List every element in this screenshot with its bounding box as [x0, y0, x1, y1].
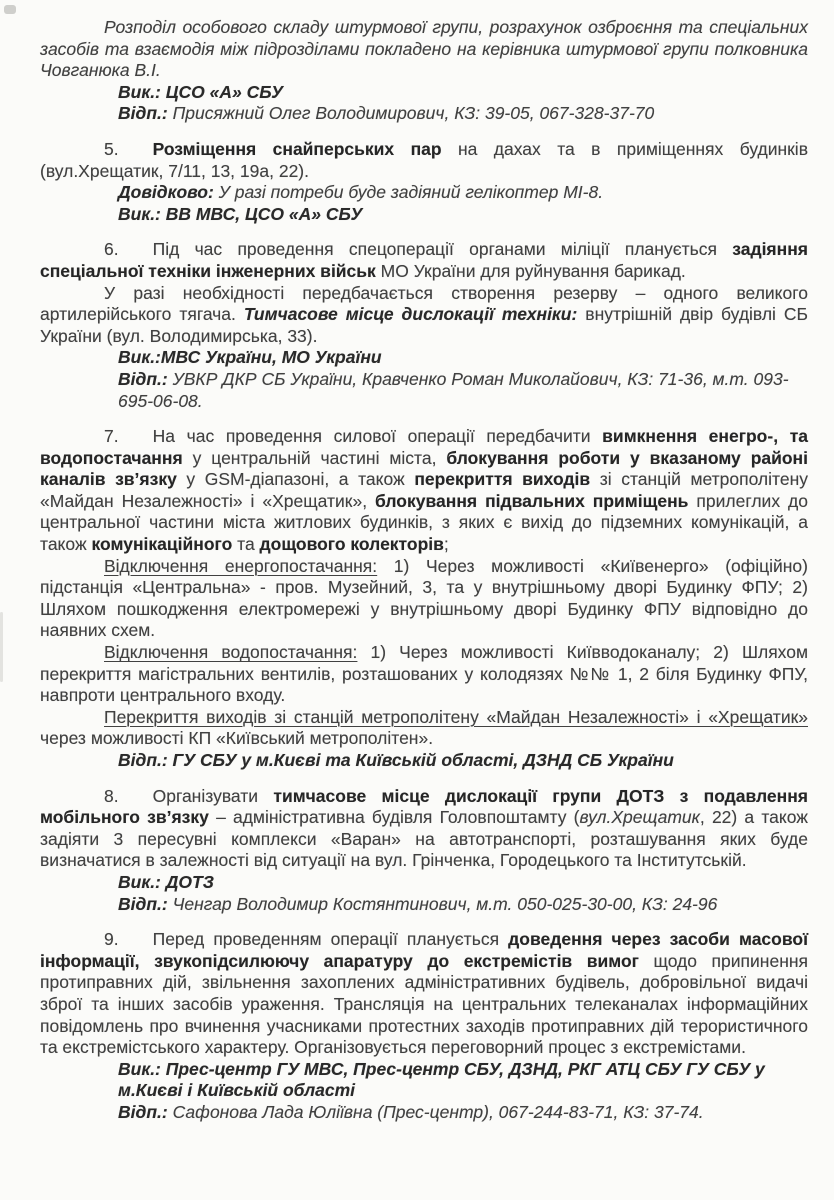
text-segment: дощового колекторів: [259, 534, 444, 555]
text-segment: Присяжний Олег Володимирович, КЗ: 39-05, 067-328-37-70: [167, 103, 655, 124]
text-segment: тимчасове місце дислокації групи ДОТЗ з подавлення мобільного зв’язку: [40, 785, 808, 828]
text-segment: Під час проведення спецоперації органами міліції планується: [152, 239, 733, 260]
text-segment: задіяння спеціальної техніки інженерних військ: [40, 239, 808, 281]
text-segment: Перед проведенням операції планується: [152, 929, 509, 950]
text-segment: у GSM-діапазоні, а також: [176, 469, 415, 490]
text-segment: Перекриття виходів зі станцій метрополітену «Майдан Незалежності» і «Хрещатик»: [104, 706, 808, 727]
paragraph: [40, 426, 808, 556]
section-item-8: [40, 786, 808, 916]
text-segment: Відп.:: [118, 368, 168, 389]
text-segment: у центральній частині міста,: [182, 447, 447, 468]
text-segment: 5.: [104, 138, 119, 159]
text-segment: Сафонова Лада Юліївна (Прес-центр), 067-244-83-71, КЗ: 37-74.: [167, 1101, 704, 1122]
paragraph: [40, 283, 808, 348]
paragraph: [40, 239, 808, 282]
text-segment: На час проведення силової операції передбачити: [152, 426, 603, 447]
text-segment: Організувати: [152, 785, 274, 806]
text-segment: МО України для руйнування барикад.: [375, 260, 686, 281]
text-segment: доведення через засоби масової інформації, звукопідсилюючу апаратуру до екстремістів вимог: [40, 929, 808, 971]
text-segment: 1) Через можливості Київводоканалу; 2) Шляхом перекриття магістральних вентилів, розташованих у колодязях №№ 1, 2 біля Будинку ФПУ, навпроти центрального входу.: [40, 642, 808, 706]
text-segment: Тимчасове місце дислокації техніки:: [243, 304, 578, 325]
text-segment: , 22) а також задіяти 3 пересувні комплекси «Варан» на автотранспорті, розташування яких буде визначатися в залежності від ситуації на вул. Грінченка, Городецького та Інститутській.: [40, 807, 808, 871]
text-segment: Відп.:: [118, 893, 168, 914]
text-segment: Вик.: Прес-центр ГУ МВС, Прес-центр СБУ, ДЗНД, РКГ АТЦ СБУ ГУ СБУ у м.Києві і Київській області: [118, 1058, 765, 1101]
section-item-9: [40, 929, 808, 1123]
resp-line: [40, 103, 808, 125]
resp-line: [40, 894, 808, 916]
text-segment: зі станцій метрополітену «Майдан Незалежності» і «Хрещатик»,: [40, 469, 808, 511]
text-segment: У разі потреби буде задіяний гелікоптер МІ-8.: [213, 182, 604, 203]
text-segment: Розподіл особового складу штурмової групи, розрахунок озброєння та спеціальних засобів та взаємодія між підрозділами покладено на керівника штурмової групи полковника Човганюка В.І.: [40, 17, 808, 81]
text-segment: внутрішній двір будівлі СБ України (вул. Володимирська, 33).: [40, 304, 808, 346]
paragraph: [40, 17, 808, 82]
text-segment: Відп.: ГУ СБУ у м.Києві та Київській області, ДЗНД СБ України: [118, 750, 674, 770]
paragraph: [40, 786, 808, 872]
paragraph: [40, 929, 808, 1059]
text-segment: Ченгар Володимир Костянтинович, м.т. 050-025-30-00, КЗ: 24-96: [167, 893, 718, 914]
text-segment: – адміністративна будівля Головпоштамту (: [208, 807, 580, 828]
text-segment: Вик.: ЦСО «А» СБУ: [118, 81, 284, 102]
text-segment: комунікаційного: [91, 534, 233, 555]
text-segment: 9.: [104, 929, 119, 950]
text-segment: та: [232, 534, 260, 555]
text-segment: щодо припинення протиправних дій, звільнення захоплених адміністративних будівель, добровільної видачі зброї та інших засобів ураження. Трансляція на центральних телеканалах інформаційних повідомлень про вчинення учасниками протестних заходів протиправних дій терористичного та екстремістського характеру. Організовується переговорний процес з екстремістами.: [40, 950, 808, 1058]
text-segment: 8.: [104, 785, 119, 806]
text-segment: ;: [443, 534, 449, 555]
text-segment: блокування підвальних приміщень: [375, 490, 689, 511]
text-segment: прилеглих до центральної частини міста житлових будинків, з яких є вихід до підземних комунікацій, а також: [40, 490, 808, 555]
text-segment: 1) Через можливості «Київенерго» (офіційно) підстанція «Центральна» - пров. Музейний, 3, та у внутрішньому дворі Будинку ФПУ; 2) Шляхом пошкодження електромережі у внутрішньому дворі Будинку ФПУ відповідно до наявних схем.: [40, 555, 808, 641]
exec-line: [40, 347, 808, 369]
text-segment: вул.Хрещатик: [579, 807, 700, 828]
text-segment: УВКР ДКР СБ України, Кравченко Роман Миколайович, КЗ: 71-36, м.т. 093-695-06-08.: [118, 368, 789, 411]
text-segment: Довідково:: [118, 182, 214, 203]
text-segment: Вик.:МВС України, МО України: [118, 347, 382, 368]
exec-line: [40, 872, 808, 894]
resp-line: [40, 369, 808, 412]
scan-artifact-corner: [4, 5, 16, 14]
text-segment: Відп.:: [118, 1101, 168, 1122]
exec-line: [40, 204, 808, 226]
text-segment: Відключення енергопостачання:: [104, 555, 378, 576]
text-segment: перекриття виходів: [414, 469, 591, 490]
section-item-5: [40, 139, 808, 225]
text-segment: Відп.:: [118, 103, 168, 124]
section-item-7: [40, 426, 808, 772]
text-segment: через можливості КП «Київський метрополітен».: [40, 728, 434, 749]
exec-line: [40, 1059, 808, 1102]
text-segment: на дахах та в приміщеннях будинків (вул.Хрещатик, 7/11, 13, 19а, 22).: [40, 138, 808, 181]
note-line: [40, 182, 808, 204]
text-segment: 7.: [104, 426, 119, 447]
exec-line: [40, 82, 808, 104]
scan-artifact-edge: [0, 612, 3, 682]
paragraph: [40, 707, 808, 750]
resp-line: [40, 750, 808, 772]
text-segment: У разі необхідності передбачається створення резерву – одного великого артилерійського тягача.: [40, 282, 808, 325]
text-segment: Відключення водопостачання:: [104, 642, 358, 663]
text-segment: Розміщення снайперських пар: [152, 138, 442, 159]
document-content: [40, 17, 808, 1124]
text-segment: 6.: [104, 239, 119, 260]
text-segment: вимкнення енегро-, та водопостачання: [40, 426, 808, 468]
paragraph: [40, 556, 808, 642]
text-segment: Вик.: ДОТЗ: [118, 871, 214, 892]
text-segment: блокування роботи у вказаному районі каналів зв’язку: [40, 447, 808, 490]
paragraph: [40, 642, 808, 707]
paragraph: [40, 139, 808, 182]
section-item-6: [40, 239, 808, 412]
resp-line: [40, 1102, 808, 1124]
section-intro: [40, 17, 808, 125]
text-segment: Вик.: ВВ МВС, ЦСО «А» СБУ: [118, 203, 363, 224]
